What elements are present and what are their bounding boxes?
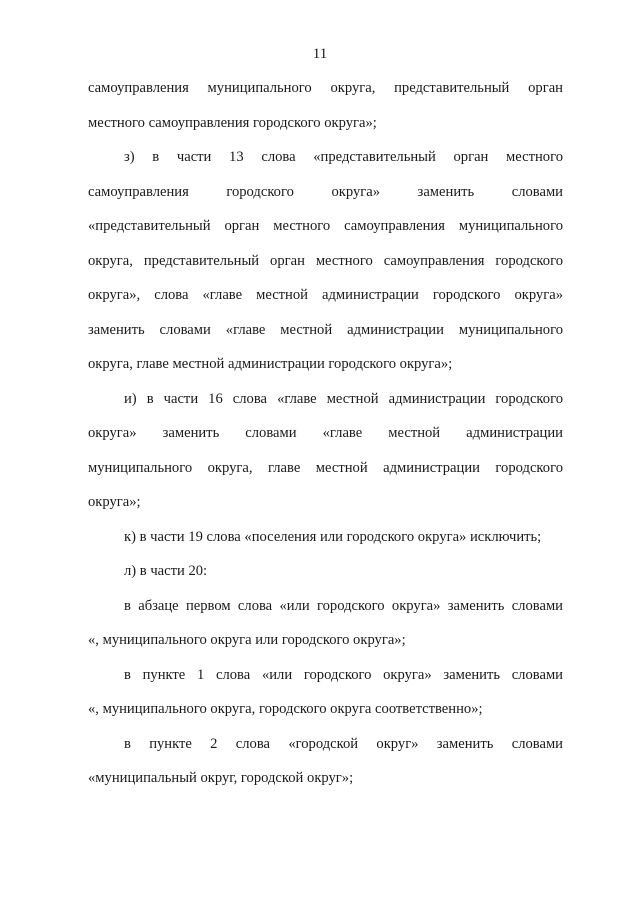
text-line: «, муниципального округа или городского округа»; [88, 632, 406, 648]
text-line: в абзаце первом слова «или городского округа» заменить словами [124, 598, 563, 614]
text-line: округа, главе местной администрации городского округа»; [88, 356, 453, 372]
text-line: местного самоуправления городского округа»; [88, 115, 377, 131]
text-line: округа» заменить словами «главе местной администрации [88, 425, 563, 441]
text-line: округа»; [88, 494, 141, 510]
text-line: самоуправления городского округа» заменить словами [88, 184, 563, 200]
text-line: заменить словами «главе местной администрации муниципального [88, 322, 563, 338]
text-line: «муниципальный округ, городской округ»; [88, 770, 354, 786]
paragraph-k-line: к) в части 19 слова «поселения или городского округа» исключить; [124, 529, 542, 545]
paragraph-l-line: л) в части 20: [124, 563, 208, 579]
paragraph-i-line: и) в части 16 слова «главе местной администрации городского [124, 391, 563, 407]
text-line: в пункте 2 слова «городской округ» заменить словами [124, 736, 563, 752]
paragraph-z-line: з) в части 13 слова «представительный орган местного [124, 149, 563, 165]
text-line: «, муниципального округа, городского округа соответственно»; [88, 701, 483, 717]
text-line: округа, представительный орган местного самоуправления городского [88, 253, 563, 269]
text-line: в пункте 1 слова «или городского округа» заменить словами [124, 667, 563, 683]
text-line: «представительный орган местного самоуправления муниципального [88, 218, 563, 234]
page-number: 11 [312, 46, 328, 62]
text-line: муниципального округа, главе местной администрации городского [88, 460, 563, 476]
text-line: округа», слова «главе местной администрации городского округа» [88, 287, 563, 303]
text-line: самоуправления муниципального округа, представительный орган [88, 80, 563, 96]
